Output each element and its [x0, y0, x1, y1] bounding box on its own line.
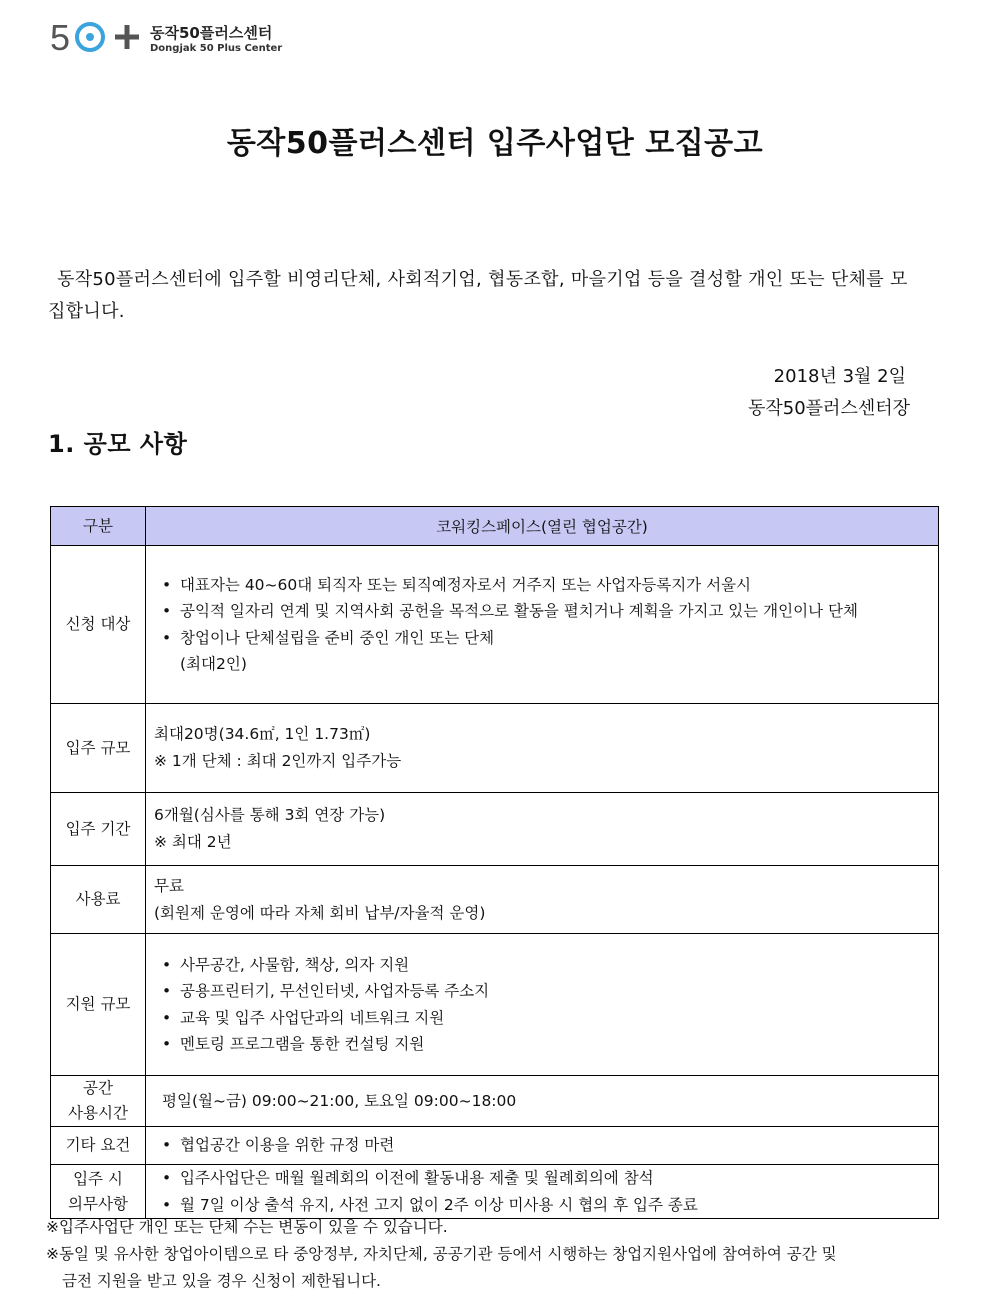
- footnote: ※동일 및 유사한 창업아이템으로 타 중앙정부, 자치단체, 공공기관 등에서 시행하는 창업지원사업에 참여하여 공간 및: [46, 1245, 837, 1263]
- document-title: 동작50플러스센터 입주사업단 모집공고: [226, 126, 764, 161]
- row-label: 기타 요건: [51, 1127, 146, 1165]
- row-label: 사용시간: [68, 1104, 128, 1122]
- logo-name-ko: 동작50플러스센터: [150, 24, 273, 42]
- scale-note: ※ 1개 단체 : 최대 2인까지 입주가능: [154, 752, 402, 770]
- row-label: 의무사항: [68, 1194, 128, 1213]
- center-logo: [50, 14, 310, 58]
- list-item: • 공익적 일자리 연계 및 지역사회 공헌을 목적으로 활동을 펼치거나 계획을 가지고 있는 개인이나 단체: [158, 598, 930, 625]
- row-label: 지원 규모: [51, 934, 146, 1076]
- list-item: • 멘토링 프로그램을 통한 컨설팅 지원: [158, 1031, 930, 1058]
- footnote-continued: 금전 지원을 받고 있을 경우 신청이 제한됩니다.: [62, 1272, 381, 1290]
- row-scale: [51, 704, 939, 793]
- row-target: [51, 546, 939, 704]
- hours-text: 평일(월~금) 09:00~21:00, 토요일 09:00~18:00: [146, 1076, 939, 1127]
- list-item: • 사무공간, 사물함, 책상, 의자 지원: [158, 952, 930, 979]
- row-label: 입주 시: [73, 1169, 123, 1188]
- row-period: [51, 793, 939, 866]
- row-other: [51, 1127, 939, 1165]
- target-note: (최대2인): [180, 655, 247, 673]
- row-duty: [51, 1165, 939, 1219]
- announcement-date: 2018년 3월 2일: [773, 366, 906, 387]
- header-space: 코워킹스페이스(열린 협업공간): [146, 507, 939, 546]
- scale-text: 최대20명(34.6㎡, 1인 1.73㎡): [154, 725, 371, 743]
- period-text: 6개월(심사를 통해 3회 연장 가능): [154, 806, 386, 824]
- fee-text: 무료: [154, 876, 184, 895]
- row-label: 공간: [83, 1079, 113, 1097]
- duty-list: [154, 1165, 930, 1218]
- logo-name-en: Dongjak 50 Plus Center: [150, 43, 283, 54]
- logo-50plus-icon: [50, 14, 150, 58]
- row-fee: [51, 866, 939, 934]
- row-label: 입주 규모: [51, 704, 146, 793]
- row-label: 신청 대상: [51, 546, 146, 704]
- list-item: • 협업공간 이용을 위한 규정 마련: [158, 1132, 930, 1159]
- other-list: [154, 1132, 930, 1159]
- list-item: • 교육 및 입주 사업단과의 네트워크 지원: [158, 1005, 930, 1032]
- list-item: • 입주사업단은 매월 월례회의 이전에 활동내용 제출 및 월례회의에 참석: [158, 1165, 930, 1192]
- period-note: ※ 최대 2년: [154, 833, 232, 851]
- row-label: 입주 기간: [51, 793, 146, 866]
- intro-paragraph: 동작50플러스센터에 입주할 비영리단체, 사회적기업, 협동조합, 마을기업 등을 결성할 개인 또는 단체를 모집합니다.: [48, 269, 908, 322]
- header-category: 구분: [51, 507, 146, 546]
- row-label: 사용료: [51, 866, 146, 934]
- list-item: • 월 7일 이상 출석 유지, 사전 고지 없이 2주 이상 미사용 시 협의 후 입주 종료: [158, 1192, 930, 1219]
- support-list: [154, 952, 930, 1058]
- footnote: ※입주사업단 개인 또는 단체 수는 변동이 있을 수 있습니다.: [46, 1218, 448, 1236]
- row-hours: [51, 1076, 939, 1127]
- row-support: [51, 934, 939, 1076]
- svg-text:5: 5: [50, 17, 71, 58]
- fee-note: (회원제 운영에 따라 자체 회비 납부/자율적 운영): [154, 903, 486, 922]
- table-header-row: [51, 507, 939, 546]
- list-item: • 대표자는 40~60대 퇴직자 또는 퇴직예정자로서 거주지 또는 사업자등록지가 서울시: [158, 572, 930, 599]
- list-item: • 창업이나 단체설립을 준비 중인 개인 또는 단체: [158, 625, 930, 652]
- footnotes: [46, 1214, 946, 1295]
- section-heading: 1. 공모 사항: [48, 430, 188, 458]
- issuer: 동작50플러스센터장: [747, 398, 910, 419]
- list-item: • 공용프린터기, 무선인터넷, 사업자등록 주소지: [158, 978, 930, 1005]
- recruitment-table: [50, 506, 939, 1219]
- target-list: [154, 572, 930, 652]
